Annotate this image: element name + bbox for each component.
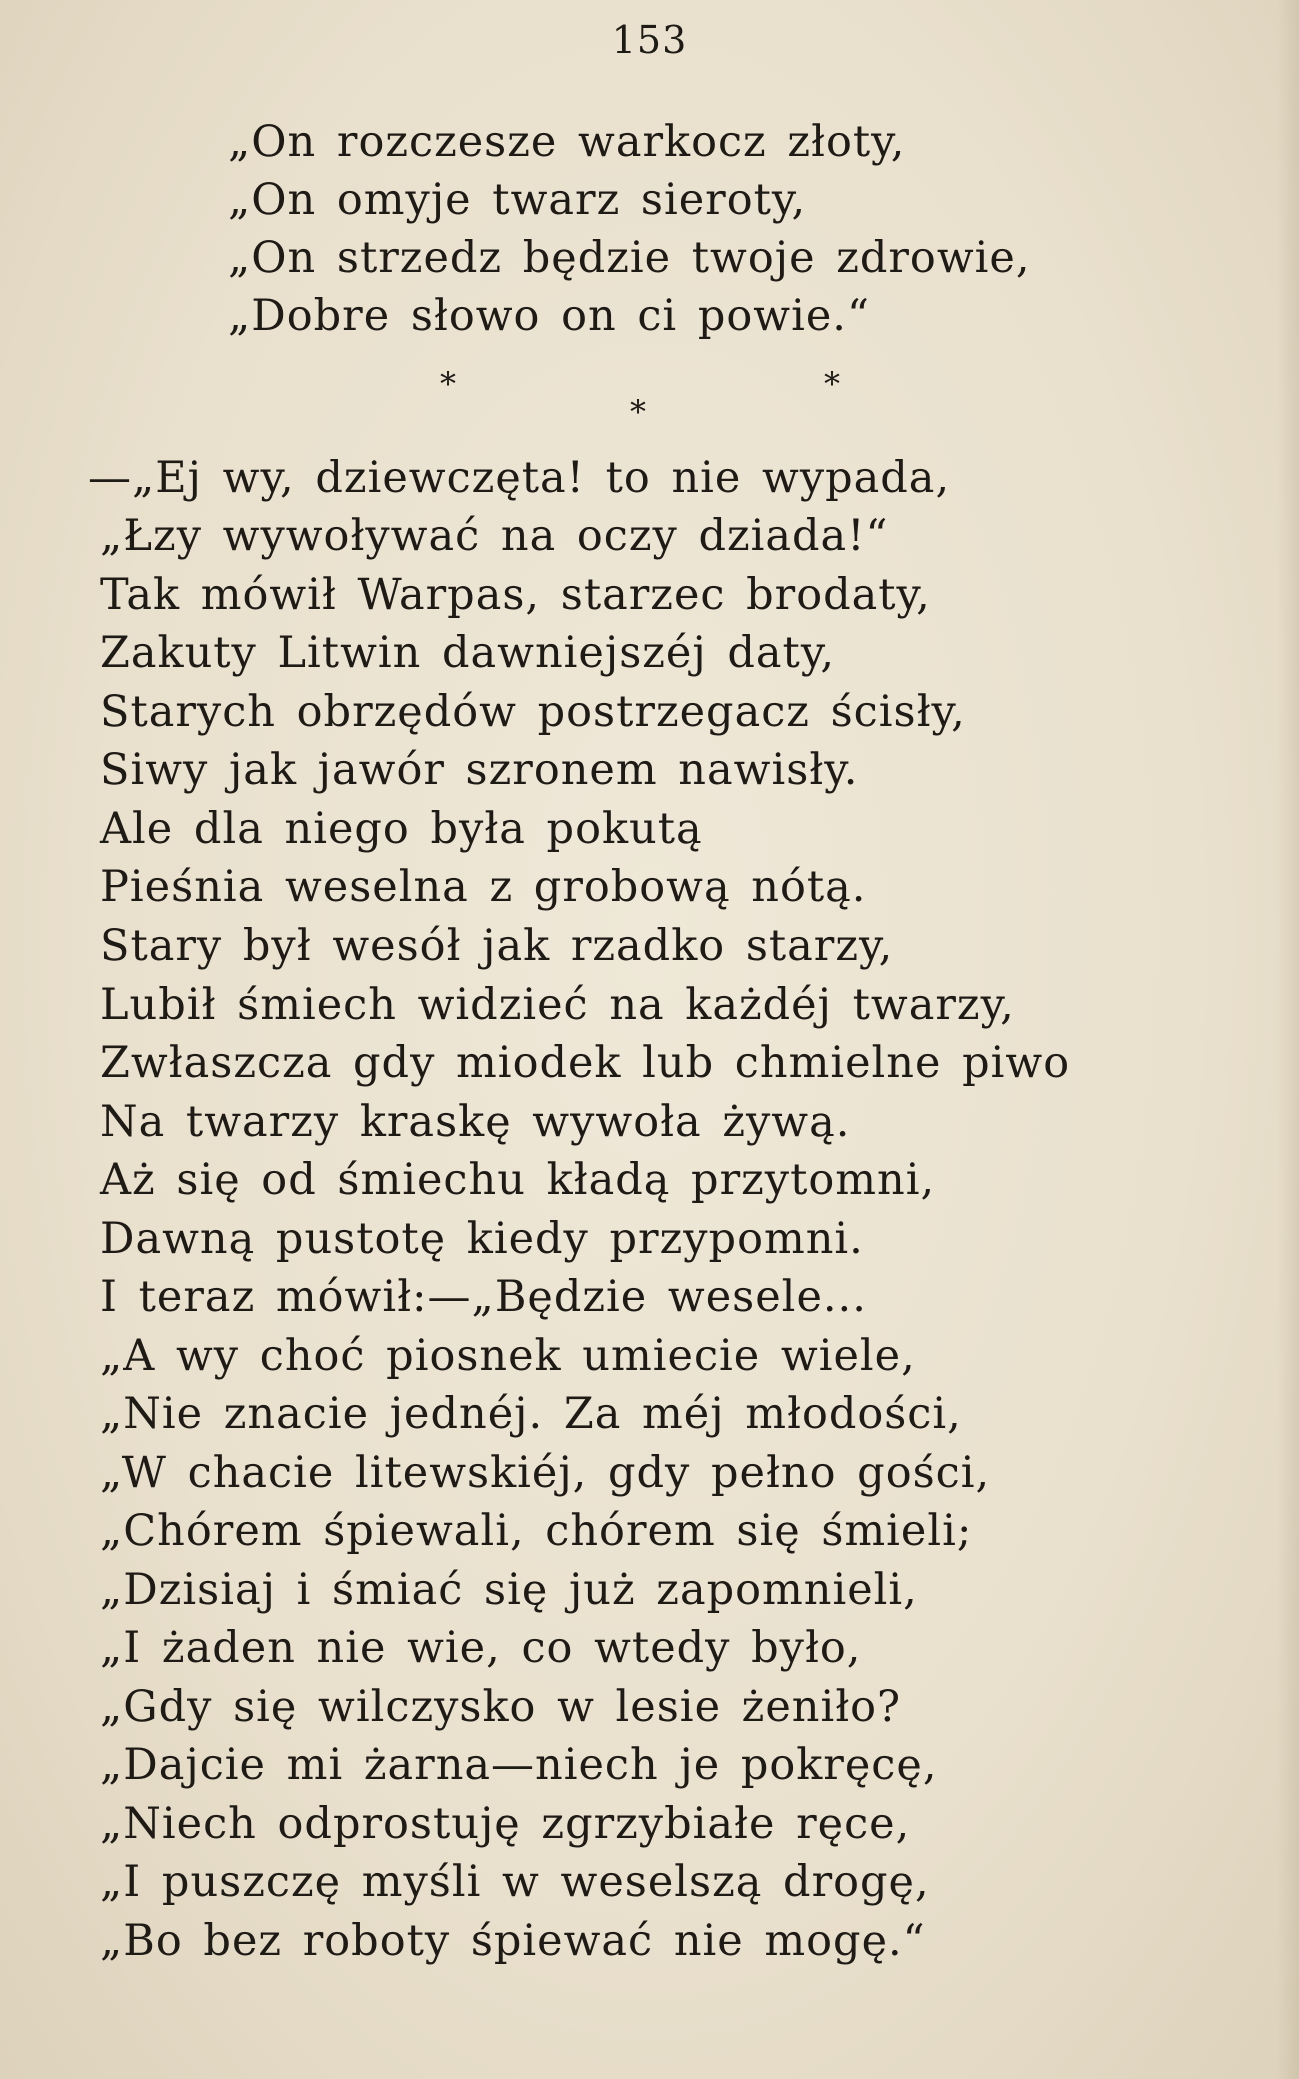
verse-line: „Dzisiaj i śmiać się już zapomnieli,	[100, 1565, 918, 1615]
verse-line: „Bo bez roboty śpiewać nie mogę.“	[100, 1916, 926, 1966]
verse-line: „On omyje twarz sieroty,	[228, 175, 807, 225]
verse-line: Aż się od śmiechu kładą przytomni,	[100, 1155, 936, 1205]
verse-line: „I żaden nie wie, co wtedy było,	[100, 1623, 862, 1673]
verse-line: Zwłaszcza gdy miodek lub chmielne piwo	[100, 1038, 1071, 1088]
asterisk: *	[824, 365, 840, 403]
verse-line: Dawną pustotę kiedy przypomni.	[100, 1214, 864, 1264]
page-edge-shadow	[1277, 0, 1299, 2079]
verse-line: „Niech odprostuję zgrzybiałe ręce,	[100, 1799, 911, 1849]
verse-line: Stary był wesół jak rzadko starzy,	[100, 921, 894, 971]
verse-line: „A wy choć piosnek umiecie wiele,	[100, 1331, 916, 1381]
verse-line: Na twarzy kraskę wywoła żywą.	[100, 1097, 851, 1147]
verse-line: „Nie znacie jednéj. Za méj młodości,	[100, 1389, 962, 1439]
verse-line: Tak mówił Warpas, starzec brodaty,	[100, 570, 931, 620]
verse-line: „Dajcie mi żarna—niech je pokręcę,	[100, 1740, 938, 1790]
verse-line: Ale dla niego była pokutą	[100, 804, 703, 854]
verse-line: Pieśnia weselna z grobową nótą.	[100, 862, 867, 912]
verse-line: I teraz mówił:—„Będzie wesele...	[100, 1272, 867, 1322]
verse-line: „I puszczę myśli w weselszą drogę,	[100, 1857, 930, 1907]
verse-line: „W chacie litewskiéj, gdy pełno gości,	[100, 1448, 991, 1498]
verse-line: Starych obrzędów postrzegacz ścisły,	[100, 687, 966, 737]
verse-line: Lubił śmiech widzieć na każdéj twarzy,	[100, 980, 1015, 1030]
verse-line: „On rozczesze warkocz złoty,	[228, 117, 906, 167]
verse-line: „Chórem śpiewali, chórem się śmieli;	[100, 1506, 973, 1556]
asterisk: *	[630, 393, 646, 431]
verse-line: „Łzy wywoływać na oczy dziada!“	[100, 511, 889, 561]
verse-line: Zakuty Litwin dawniejszéj daty,	[100, 628, 836, 678]
page-number: 153	[611, 18, 688, 62]
verse-line: —„Ej wy, dziewczęta! to nie wypada,	[88, 453, 951, 503]
verse-line: Siwy jak jawór szronem nawisły.	[100, 745, 859, 795]
verse-line: „Gdy się wilczysko w lesie żeniło?	[100, 1682, 902, 1732]
verse-line: „Dobre słowo on ci powie.“	[228, 291, 870, 341]
verse-line: „On strzedz będzie twoje zdrowie,	[228, 233, 1031, 283]
asterisk: *	[440, 365, 456, 403]
